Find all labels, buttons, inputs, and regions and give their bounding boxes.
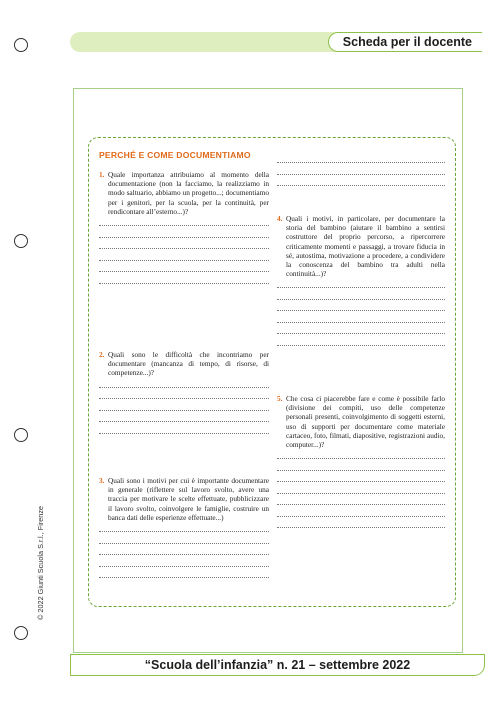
binder-hole	[14, 234, 28, 248]
answer-line[interactable]	[99, 531, 269, 532]
binder-hole	[14, 626, 28, 640]
question-2	[99, 350, 269, 444]
answer-line[interactable]	[277, 162, 445, 163]
header-bar	[70, 32, 482, 52]
answer-lines[interactable]	[99, 531, 269, 578]
answer-line[interactable]	[99, 421, 269, 422]
question-text: Quali sono le difficoltà che incontriamo per documentare (mancanza di tempo, di risorse, di competenze...)?	[108, 350, 269, 378]
top-answer-lines	[277, 162, 445, 197]
documentation-box	[88, 137, 456, 607]
header-label: Scheda per il docente	[328, 32, 482, 52]
answer-line[interactable]	[277, 516, 445, 517]
answer-line[interactable]	[277, 287, 445, 288]
answer-line[interactable]	[99, 248, 269, 249]
answer-line[interactable]	[99, 433, 269, 434]
answer-line[interactable]	[99, 398, 269, 399]
answer-line[interactable]	[99, 237, 269, 238]
answer-line[interactable]	[99, 260, 269, 261]
answer-line[interactable]	[277, 333, 445, 334]
answer-line[interactable]	[277, 299, 445, 300]
question-number: 4.	[277, 214, 283, 223]
question-number: 3.	[99, 476, 105, 485]
answer-line[interactable]	[277, 527, 445, 528]
answer-lines[interactable]	[99, 387, 269, 434]
question-5	[277, 394, 445, 539]
answer-line[interactable]	[277, 322, 445, 323]
answer-lines[interactable]	[99, 225, 269, 284]
question-number: 1.	[99, 170, 105, 179]
question-number: 5.	[277, 394, 283, 403]
answer-line[interactable]	[99, 410, 269, 411]
question-text: Quali sono i motivi per cui è importante documentare in generale (riflettere sul lavoro svolto, avere una traccia per motivare le scelte effettuate, pubblicizzare il lavoro svolto, coinvolgere le famiglie, costruire un banca dati delle esperienze effettuate...)	[108, 476, 269, 522]
footer-bar: “Scuola dell’infanzia” n. 21 – settembre 2022	[70, 654, 485, 676]
binder-hole	[14, 38, 28, 52]
copyright-notice: © 2022 Giunti Scuola S.r.l., Firenze	[36, 505, 45, 620]
answer-line[interactable]	[277, 185, 445, 186]
right-column	[277, 138, 445, 604]
section-title: PERCHÉ E COME DOCUMENTIAMO	[99, 150, 251, 160]
answer-line[interactable]	[99, 225, 269, 226]
answer-line[interactable]	[277, 481, 445, 482]
answer-line[interactable]	[277, 174, 445, 175]
question-4	[277, 214, 445, 356]
question-text: Quali i motivi, in particolare, per documentare la storia del bambino (aiutare il bambino a sentirsi costruttore del proprio percorso, a ripercorrere criticamente momenti e passaggi, a trovare fiducia in sé, autostima, motivazione a procedere, a condividere la conoscenza del bambino tra adulti nella continuità...)?	[286, 214, 445, 279]
answer-line[interactable]	[277, 504, 445, 505]
answer-line[interactable]	[277, 345, 445, 346]
answer-line[interactable]	[99, 387, 269, 388]
answer-line[interactable]	[99, 543, 269, 544]
answer-line[interactable]	[277, 458, 445, 459]
answer-line[interactable]	[99, 577, 269, 578]
answer-lines[interactable]	[277, 287, 445, 346]
answer-line[interactable]	[99, 566, 269, 567]
question-number: 2.	[99, 350, 105, 359]
answer-line[interactable]	[99, 283, 269, 284]
question-1	[99, 170, 269, 294]
answer-lines[interactable]	[277, 458, 445, 528]
question-3	[99, 476, 269, 589]
question-text: Quale importanza attribuiamo al momento della documentazione (non la facciamo, la realizziamo in modo saltuario, abbiamo un progetto...; documentiamo per i genitori, per la scuola, per la continuità, per rendicontare all’esterno...)?	[108, 170, 269, 216]
answer-line[interactable]	[277, 310, 445, 311]
answer-line[interactable]	[277, 493, 445, 494]
answer-line[interactable]	[99, 271, 269, 272]
question-text: Che cosa ci piacerebbe fare e come è possibile farlo (divisione dei compiti, uso delle competenze personali presenti, coinvolgimento di soggetti esterni, uso di supporti per documentare come materiale cartaceo, foto, filmati, diapositive, registrazioni audio, computer...)?	[286, 394, 445, 450]
answer-line[interactable]	[277, 470, 445, 471]
left-column	[99, 138, 269, 604]
answer-line[interactable]	[99, 554, 269, 555]
binder-hole	[14, 428, 28, 442]
